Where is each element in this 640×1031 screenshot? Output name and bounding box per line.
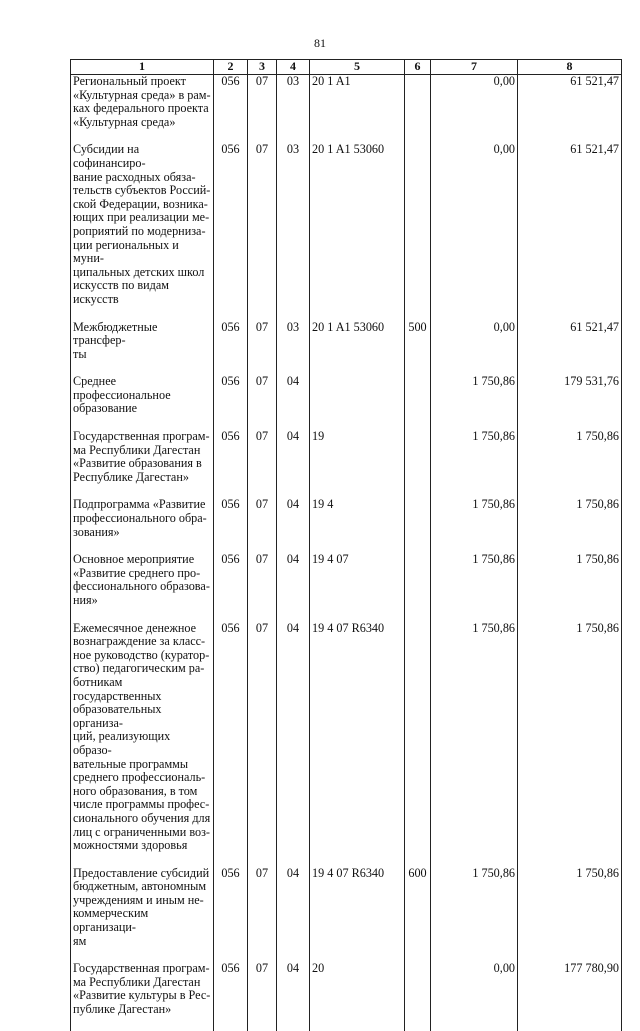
row-expense-type bbox=[405, 498, 431, 553]
row-expense-type: 500 bbox=[405, 321, 431, 376]
table-body bbox=[71, 75, 622, 1031]
row-section-code: 07 bbox=[248, 375, 277, 430]
column-header-section: 3 bbox=[248, 60, 277, 75]
row-name-cell: Основное мероприятие «Развитие среднего про- фессионального образова- ния» bbox=[71, 553, 214, 621]
row-amount-7: 0,00 bbox=[431, 143, 518, 320]
row-amount-8: 61 521,47 bbox=[518, 143, 622, 320]
row-subsection-code: 04 bbox=[277, 430, 310, 498]
row-admin-code: 056 bbox=[214, 430, 248, 498]
column-header-expense-type: 6 bbox=[405, 60, 431, 75]
row-name-cell: Подпрограмма «Развитие профессионального обра- зования» bbox=[71, 498, 214, 553]
row-target-article bbox=[310, 375, 405, 430]
row-subsection-code: 03 bbox=[277, 75, 310, 144]
row-target-article: 20 bbox=[310, 962, 405, 1030]
row-section-code: 07 bbox=[248, 498, 277, 553]
row-expense-type bbox=[405, 430, 431, 498]
row-amount-7: 1 750,86 bbox=[431, 867, 518, 963]
row-expense-type bbox=[405, 553, 431, 621]
row-amount-7: 1 750,86 bbox=[431, 622, 518, 867]
row-name-cell: Предоставление субсидий бюджетным, автономным учреждениям и иным не- коммерческим организаци- ям bbox=[71, 867, 214, 963]
row-admin-code: 056 bbox=[214, 375, 248, 430]
budget-table bbox=[70, 59, 622, 1031]
row-target-article: 20 1 A1 53060 bbox=[310, 143, 405, 320]
row-amount-8: 1 750,86 bbox=[518, 553, 622, 621]
row-amount-7: 1 750,86 bbox=[431, 430, 518, 498]
table-row bbox=[71, 962, 622, 1030]
row-section-code: 07 bbox=[248, 143, 277, 320]
row-subsection-code: 03 bbox=[277, 143, 310, 320]
page-number: 81 bbox=[314, 36, 326, 50]
column-header-admin: 2 bbox=[214, 60, 248, 75]
row-amount-8: 61 521,47 bbox=[518, 321, 622, 376]
row-subsection-code: 03 bbox=[277, 321, 310, 376]
row-name-cell: Субсидии на софинансиро- вание расходных обяза- тельств субъектов Россий- ской Федерации, возника- ющих при реализации ме- роприятий по модерниза- ции региональных и муни- ципальных детских школ искусств по видам искусств bbox=[71, 143, 214, 320]
row-amount-8: 179 531,76 bbox=[518, 375, 622, 430]
row-admin-code: 056 bbox=[214, 553, 248, 621]
row-admin-code: 056 bbox=[214, 75, 248, 144]
table-row bbox=[71, 321, 622, 376]
row-amount-8: 61 521,47 bbox=[518, 75, 622, 144]
row-amount-7: 0,00 bbox=[431, 962, 518, 1030]
row-admin-code: 056 bbox=[214, 321, 248, 376]
column-header-subsection: 4 bbox=[277, 60, 310, 75]
row-admin-code: 056 bbox=[214, 143, 248, 320]
column-header-target: 5 bbox=[310, 60, 405, 75]
row-amount-8: 1 750,86 bbox=[518, 498, 622, 553]
row-amount-8: 1 750,86 bbox=[518, 430, 622, 498]
column-header-name: 1 bbox=[71, 60, 214, 75]
row-name-cell: Ежемесячное денежное вознаграждение за класс- ное руководство (куратор- ство) педагогическим ра- ботникам государственных образовательных организа- ций, реализующих образо- вательные программы среднего профессиональ- ного образования, в том числе программы профес- сионального обучения для лиц с ограниченными воз- можностями здоровья bbox=[71, 622, 214, 867]
row-target-article: 19 4 07 R6340 bbox=[310, 622, 405, 867]
row-admin-code: 056 bbox=[214, 962, 248, 1030]
row-name-cell: Региональный проект «Культурная среда» в рам- ках федерального проекта «Культурная среда» bbox=[71, 75, 214, 144]
table-row bbox=[71, 75, 622, 144]
row-name-cell: Государственная програм- ма Республики Дагестан «Развитие культуры в Рес- публике Дагестан» bbox=[71, 962, 214, 1030]
table-header-row bbox=[71, 60, 622, 75]
row-name-cell: Государственная програм- ма Республики Дагестан «Развитие образования в Республике Дагестан» bbox=[71, 430, 214, 498]
row-target-article: 19 4 07 bbox=[310, 553, 405, 621]
row-expense-type: 600 bbox=[405, 867, 431, 963]
row-target-article: 19 4 bbox=[310, 498, 405, 553]
row-amount-8: 1 750,86 bbox=[518, 867, 622, 963]
row-name-cell: Межбюджетные трансфер- ты bbox=[71, 321, 214, 376]
row-amount-7: 0,00 bbox=[431, 321, 518, 376]
row-section-code: 07 bbox=[248, 75, 277, 144]
row-expense-type bbox=[405, 962, 431, 1030]
row-amount-8: 1 750,86 bbox=[518, 622, 622, 867]
row-amount-8: 177 780,90 bbox=[518, 962, 622, 1030]
row-subsection-code: 04 bbox=[277, 962, 310, 1030]
row-subsection-code: 04 bbox=[277, 375, 310, 430]
row-amount-7: 0,00 bbox=[431, 75, 518, 144]
row-section-code: 07 bbox=[248, 321, 277, 376]
row-amount-7: 1 750,86 bbox=[431, 498, 518, 553]
row-expense-type bbox=[405, 375, 431, 430]
row-admin-code: 056 bbox=[214, 867, 248, 963]
table-row bbox=[71, 375, 622, 430]
row-section-code: 07 bbox=[248, 622, 277, 867]
row-admin-code: 056 bbox=[214, 498, 248, 553]
row-admin-code: 056 bbox=[214, 622, 248, 867]
table-row bbox=[71, 622, 622, 867]
row-amount-7: 1 750,86 bbox=[431, 375, 518, 430]
row-target-article: 19 4 07 R6340 bbox=[310, 867, 405, 963]
row-target-article: 19 bbox=[310, 430, 405, 498]
row-subsection-code: 04 bbox=[277, 622, 310, 867]
row-name-cell: Среднее профессиональное образование bbox=[71, 375, 214, 430]
table-row bbox=[71, 553, 622, 621]
table-row bbox=[71, 143, 622, 320]
column-header-amount-8: 8 bbox=[518, 60, 622, 75]
row-subsection-code: 04 bbox=[277, 498, 310, 553]
row-section-code: 07 bbox=[248, 430, 277, 498]
row-subsection-code: 04 bbox=[277, 867, 310, 963]
row-expense-type bbox=[405, 622, 431, 867]
row-expense-type bbox=[405, 143, 431, 320]
row-target-article: 20 1 A1 53060 bbox=[310, 321, 405, 376]
table-row bbox=[71, 430, 622, 498]
row-target-article: 20 1 A1 bbox=[310, 75, 405, 144]
table-row bbox=[71, 867, 622, 963]
row-section-code: 07 bbox=[248, 553, 277, 621]
row-subsection-code: 04 bbox=[277, 553, 310, 621]
column-header-amount-7: 7 bbox=[431, 60, 518, 75]
row-expense-type bbox=[405, 75, 431, 144]
table-row bbox=[71, 498, 622, 553]
row-section-code: 07 bbox=[248, 962, 277, 1030]
row-section-code: 07 bbox=[248, 867, 277, 963]
row-amount-7: 1 750,86 bbox=[431, 553, 518, 621]
